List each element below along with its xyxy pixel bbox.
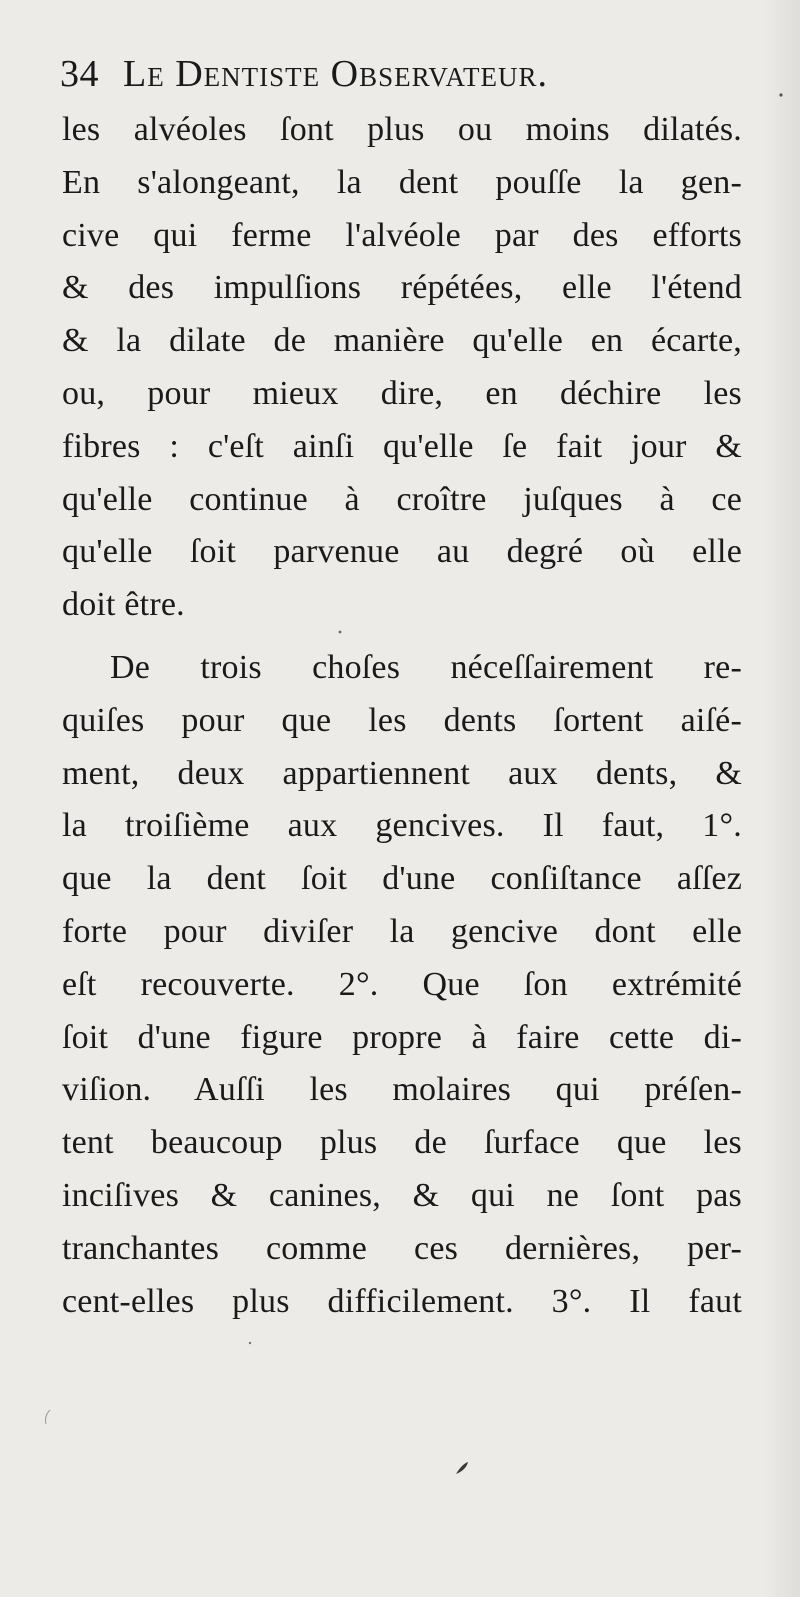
- page-number: 34: [60, 53, 99, 95]
- text-line: qu'elle continue à croître juſques à ce: [62, 480, 742, 518]
- text-line: cive qui ferme l'alvéole par des efforts: [62, 216, 742, 254]
- text-line: doit être.: [62, 586, 185, 624]
- speck: [46, 1410, 51, 1424]
- text-line: & des impulſions répétées, elle l'étend: [62, 269, 742, 307]
- text-line: tranchantes comme ces dernières, per-: [62, 1229, 742, 1267]
- text-line: ment, deux appartiennent aux dents, &: [62, 754, 742, 792]
- page-header: [60, 44, 760, 104]
- text-line: que la dent ſoit d'une conſiſtance aſſez: [62, 860, 742, 898]
- speck: [249, 1342, 251, 1344]
- paragraph-1: [62, 104, 742, 632]
- running-title: Le Dentiste Observateur.: [123, 53, 548, 95]
- text-line: ſoit d'une figure propre à faire cette di-: [62, 1018, 742, 1056]
- text-line: inciſives & canines, & qui ne ſont pas: [62, 1176, 742, 1214]
- ink-mark: [456, 1462, 468, 1474]
- body-text: [62, 104, 742, 1328]
- text-line: En s'alongeant, la dent pouſſe la gen-: [62, 163, 742, 201]
- text-line: ou, pour mieux dire, en déchire les: [62, 374, 742, 412]
- text-line: qu'elle ſoit parvenue au degré où elle: [62, 533, 742, 571]
- text-line: & la dilate de manière qu'elle en écarte,: [62, 322, 742, 360]
- text-line: quiſes pour que les dents ſortent aiſé-: [62, 701, 742, 739]
- text-line: cent-elles plus difficilement. 3°. Il faut: [62, 1282, 742, 1320]
- text-line: la troiſième aux gencives. Il faut, 1°.: [62, 807, 742, 845]
- text-line: forte pour diviſer la gencive dont elle: [62, 912, 742, 950]
- text-line: eſt recouverte. 2°. Que ſon extrémité: [62, 965, 742, 1003]
- paragraph-2: [62, 642, 742, 1328]
- text-line: tent beaucoup plus de ſurface que les: [62, 1124, 742, 1162]
- page-edge-shadow: [764, 0, 800, 1597]
- text-line: De trois choſes néceſſairement re-: [110, 648, 742, 686]
- text-line: fibres : c'eſt ainſi qu'elle ſe fait jour &: [62, 427, 742, 465]
- paragraph-gap: [62, 632, 742, 642]
- text-line: les alvéoles ſont plus ou moins dilatés.: [62, 111, 742, 148]
- text-line: viſion. Auſſi les molaires qui préſen-: [62, 1071, 742, 1109]
